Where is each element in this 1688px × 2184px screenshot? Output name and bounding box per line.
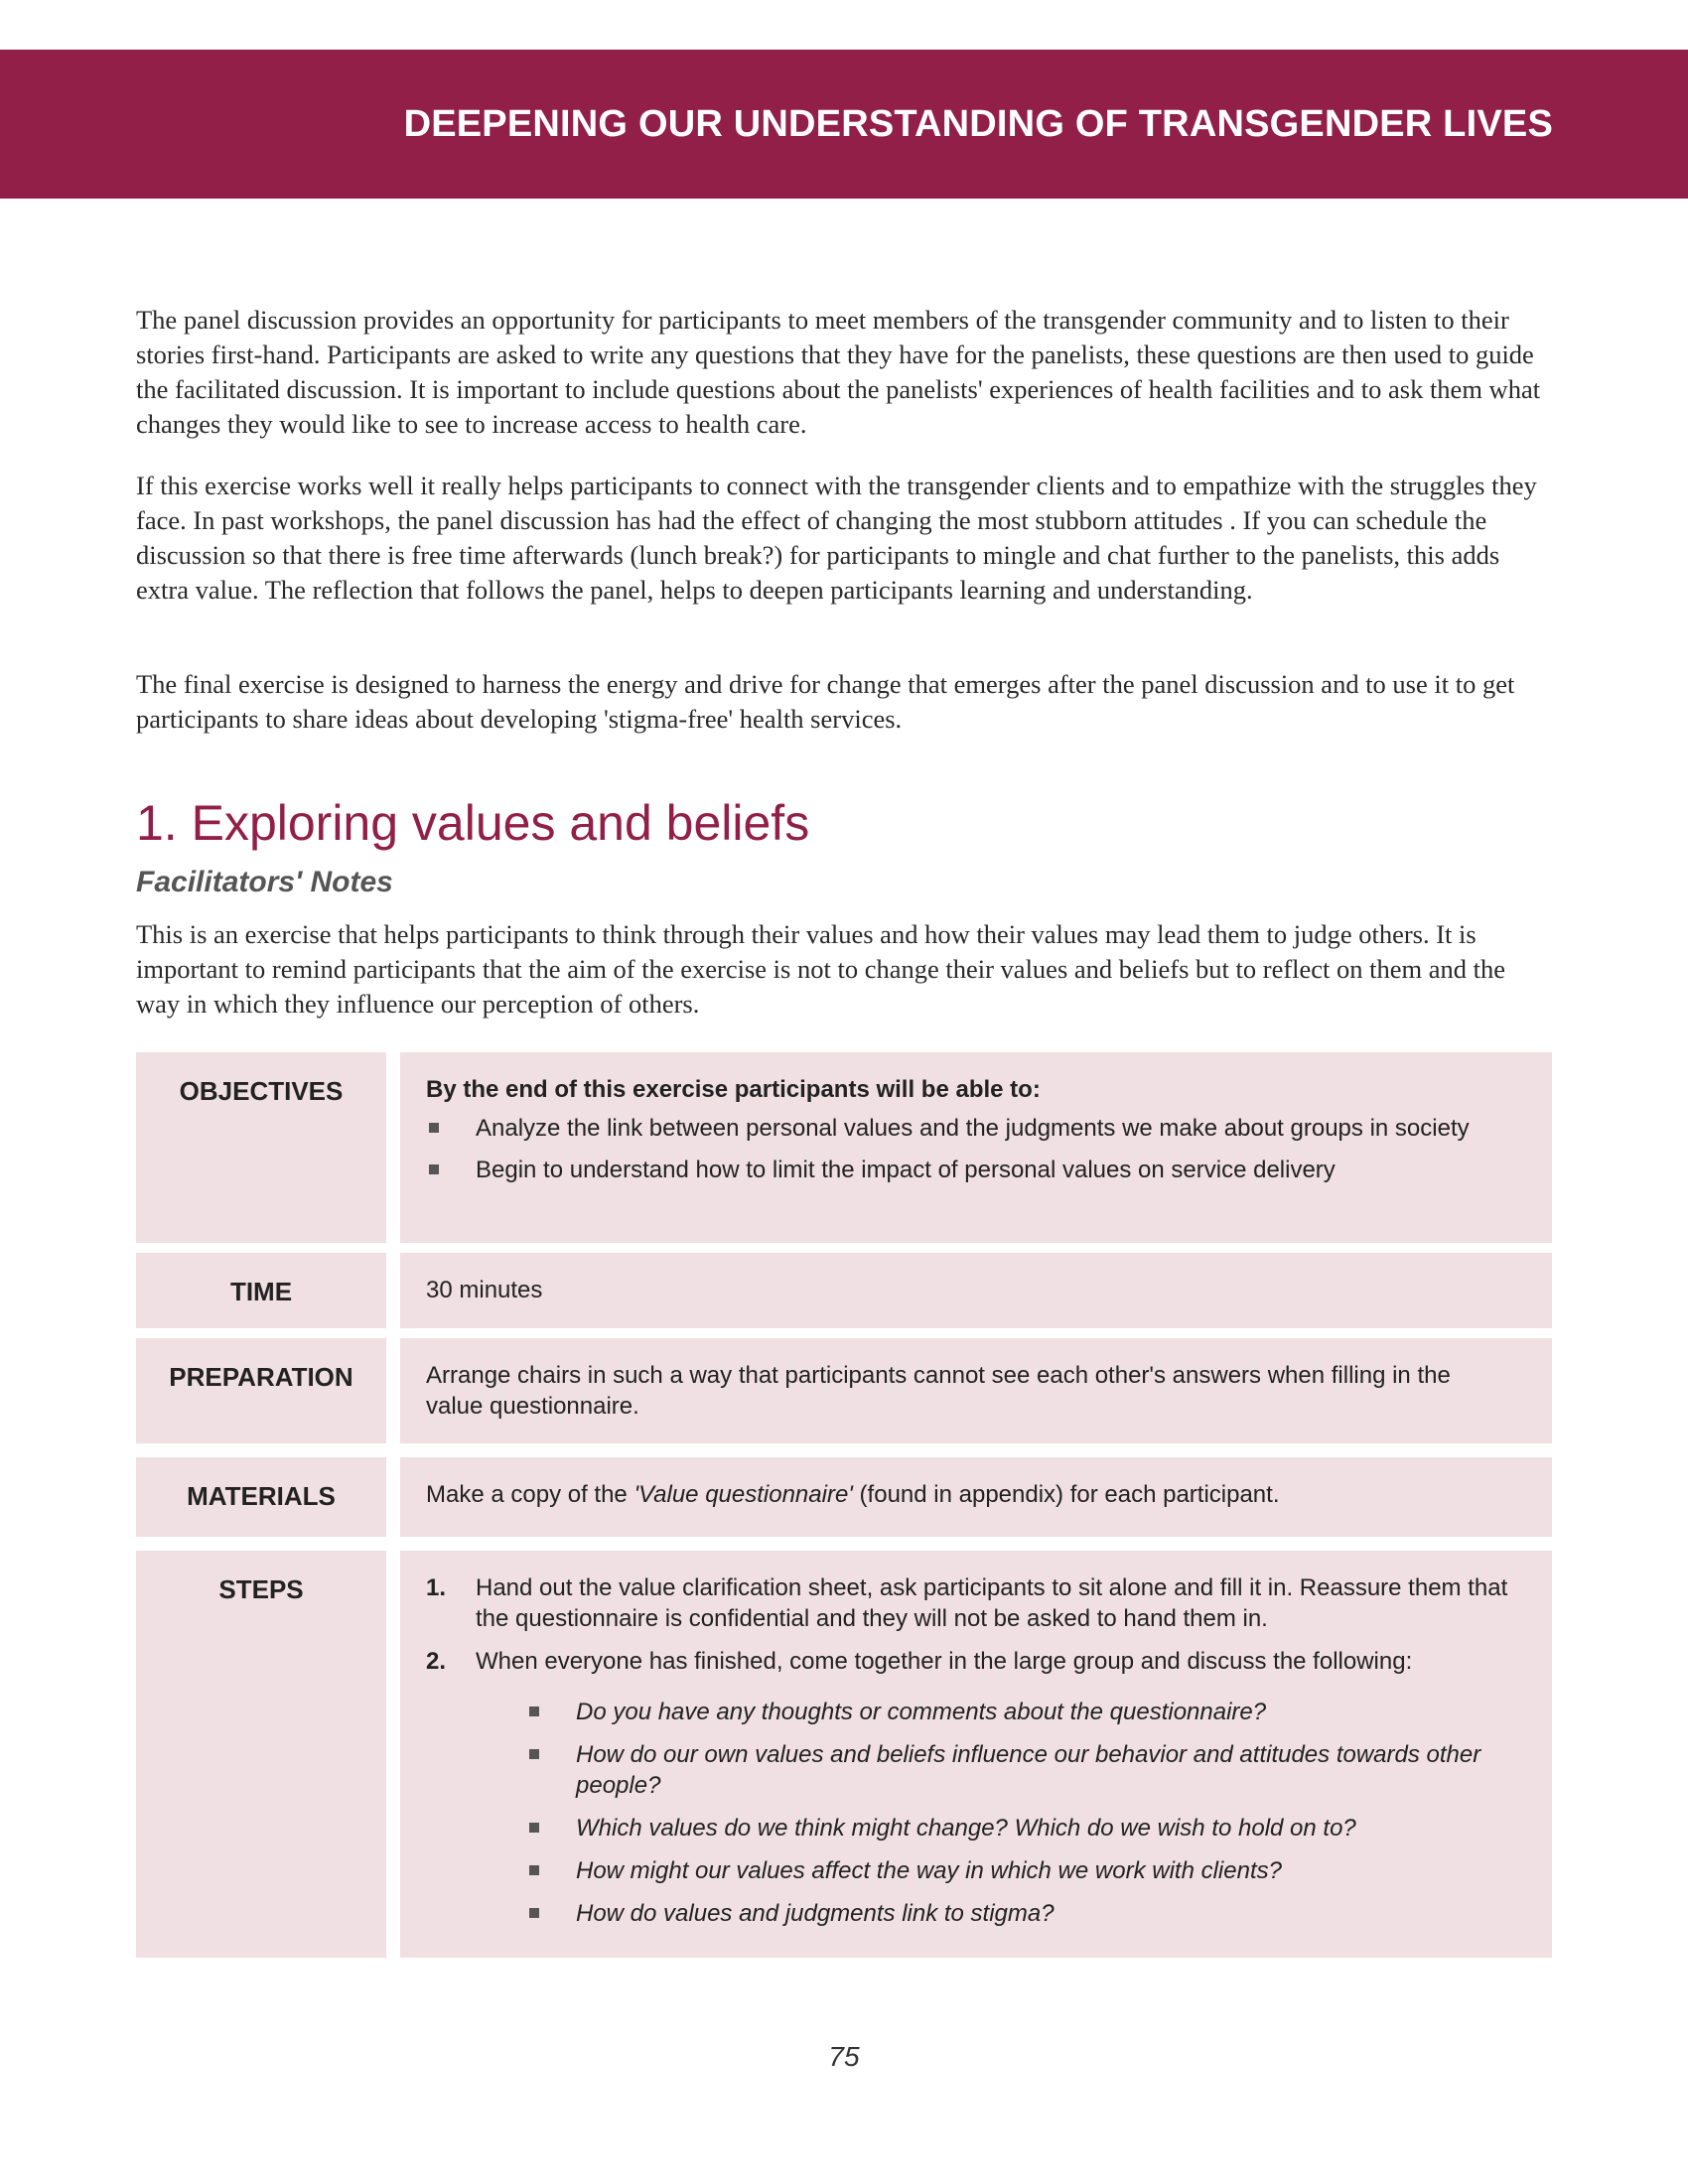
question-text: Which values do we think might change? Which do we wish to hold on to? xyxy=(576,1815,1356,1842)
intro-paragraph-2: If this exercise works well it really helps participants to connect with the transgender clients and to empathize with the struggles they face. In past workshops, the panel discussion has had the effect of changing the most stubborn attitudes . If you can schedule the discussion so that there is free time afterwards (lunch break?) for participants to mingle and chat further to the panelists, this adds extra value. The reflection that follows the panel, helps to deepen participants learning and understanding. xyxy=(136,471,1537,605)
preparation-content xyxy=(400,1338,1552,1443)
step-number: 2. xyxy=(426,1648,447,1675)
list-item xyxy=(476,1855,1512,1886)
square-bullet-icon xyxy=(529,1823,539,1833)
materials-row xyxy=(136,1457,1552,1537)
time-row xyxy=(136,1253,1552,1328)
question-text: How do values and judgments link to stigma? xyxy=(576,1900,1055,1927)
step-text: Hand out the value clarification sheet, ask participants to sit alone and fill it in. Reassure them that the questionnaire is confidential and they will not be asked to hand them in. xyxy=(476,1574,1508,1632)
intro-paragraph-1: The panel discussion provides an opportunity for participants to meet members of the transgender community and to listen to their stories first-hand. Participants are asked to write any questions that they have for the panelists, these questions are then used to guide the facilitated discussion. It is important to include questions about the panelists' experiences of health facilities and to ask them what changes they would like to see to increase access to health care. xyxy=(136,305,1541,439)
square-bullet-icon xyxy=(529,1749,539,1759)
objectives-label: OBJECTIVES xyxy=(136,1052,386,1243)
step-number: 1. xyxy=(426,1574,447,1601)
list-item xyxy=(426,1155,1512,1185)
list-item xyxy=(476,1813,1512,1843)
section-title: 1. Exploring values and beliefs xyxy=(136,795,810,851)
discussion-questions xyxy=(476,1697,1512,1929)
square-bullet-icon xyxy=(529,1706,539,1716)
objective-text: Analyze the link between personal values and the judgments we make about groups in society xyxy=(476,1115,1470,1142)
time-label: TIME xyxy=(136,1253,386,1328)
objectives-lead: By the end of this exercise participants will be able to: xyxy=(426,1076,1041,1103)
section-subtitle: Facilitators' Notes xyxy=(136,866,393,898)
materials-text-before: Make a copy of the xyxy=(426,1481,634,1508)
intro-paragraph-3: The final exercise is designed to harness the energy and drive for change that emerges after the panel discussion and to use it to get participants to share ideas about developing 'stigma-free' health services. xyxy=(136,669,1515,734)
objectives-row xyxy=(136,1052,1552,1243)
list-item xyxy=(476,1697,1512,1727)
objectives-content xyxy=(400,1052,1552,1243)
materials-questionnaire-title: 'Value questionnaire' xyxy=(633,1481,853,1508)
list-item xyxy=(426,1113,1512,1144)
steps-list xyxy=(426,1572,1512,1929)
time-value: 30 minutes xyxy=(426,1277,543,1303)
objectives-list xyxy=(426,1113,1512,1185)
list-item xyxy=(426,1646,1512,1929)
preparation-row xyxy=(136,1338,1552,1443)
materials-text-after: (found in appendix) for each participant. xyxy=(852,1481,1280,1508)
question-text: Do you have any thoughts or comments about the questionnaire? xyxy=(576,1699,1267,1725)
page-number: 75 xyxy=(828,2041,860,2072)
section-intro: This is an exercise that helps participants to think through their values and how their values may lead them to judge others. It is important to remind participants that the aim of the exercise is not to change their values and beliefs but to reflect on them and the way in which they influence our perception of others. xyxy=(136,919,1506,1019)
header-band xyxy=(0,50,1688,199)
square-bullet-icon xyxy=(429,1123,439,1133)
list-item xyxy=(476,1898,1512,1929)
time-content xyxy=(400,1253,1552,1328)
steps-label: STEPS xyxy=(136,1551,386,1958)
step-text: When everyone has finished, come together in the large group and discuss the following: xyxy=(476,1648,1413,1675)
preparation-label: PREPARATION xyxy=(136,1338,386,1443)
list-item xyxy=(426,1572,1512,1634)
square-bullet-icon xyxy=(529,1865,539,1875)
objective-text: Begin to understand how to limit the impact of personal values on service delivery xyxy=(476,1157,1336,1183)
question-text: How might our values affect the way in which we work with clients? xyxy=(576,1857,1282,1884)
square-bullet-icon xyxy=(529,1908,539,1918)
list-item xyxy=(476,1739,1512,1801)
steps-row xyxy=(136,1551,1552,1958)
materials-value xyxy=(426,1479,1512,1510)
steps-content xyxy=(400,1551,1552,1958)
question-text: How do our own values and beliefs influence our behavior and attitudes towards other people? xyxy=(576,1741,1481,1799)
square-bullet-icon xyxy=(429,1164,439,1174)
materials-label: MATERIALS xyxy=(136,1457,386,1537)
header-title: DEEPENING OUR UNDERSTANDING OF TRANSGENDER LIVES xyxy=(403,103,1553,145)
preparation-value: Arrange chairs in such a way that participants cannot see each other's answers when filling in the value questionnaire. xyxy=(426,1362,1451,1420)
materials-content xyxy=(400,1457,1552,1537)
